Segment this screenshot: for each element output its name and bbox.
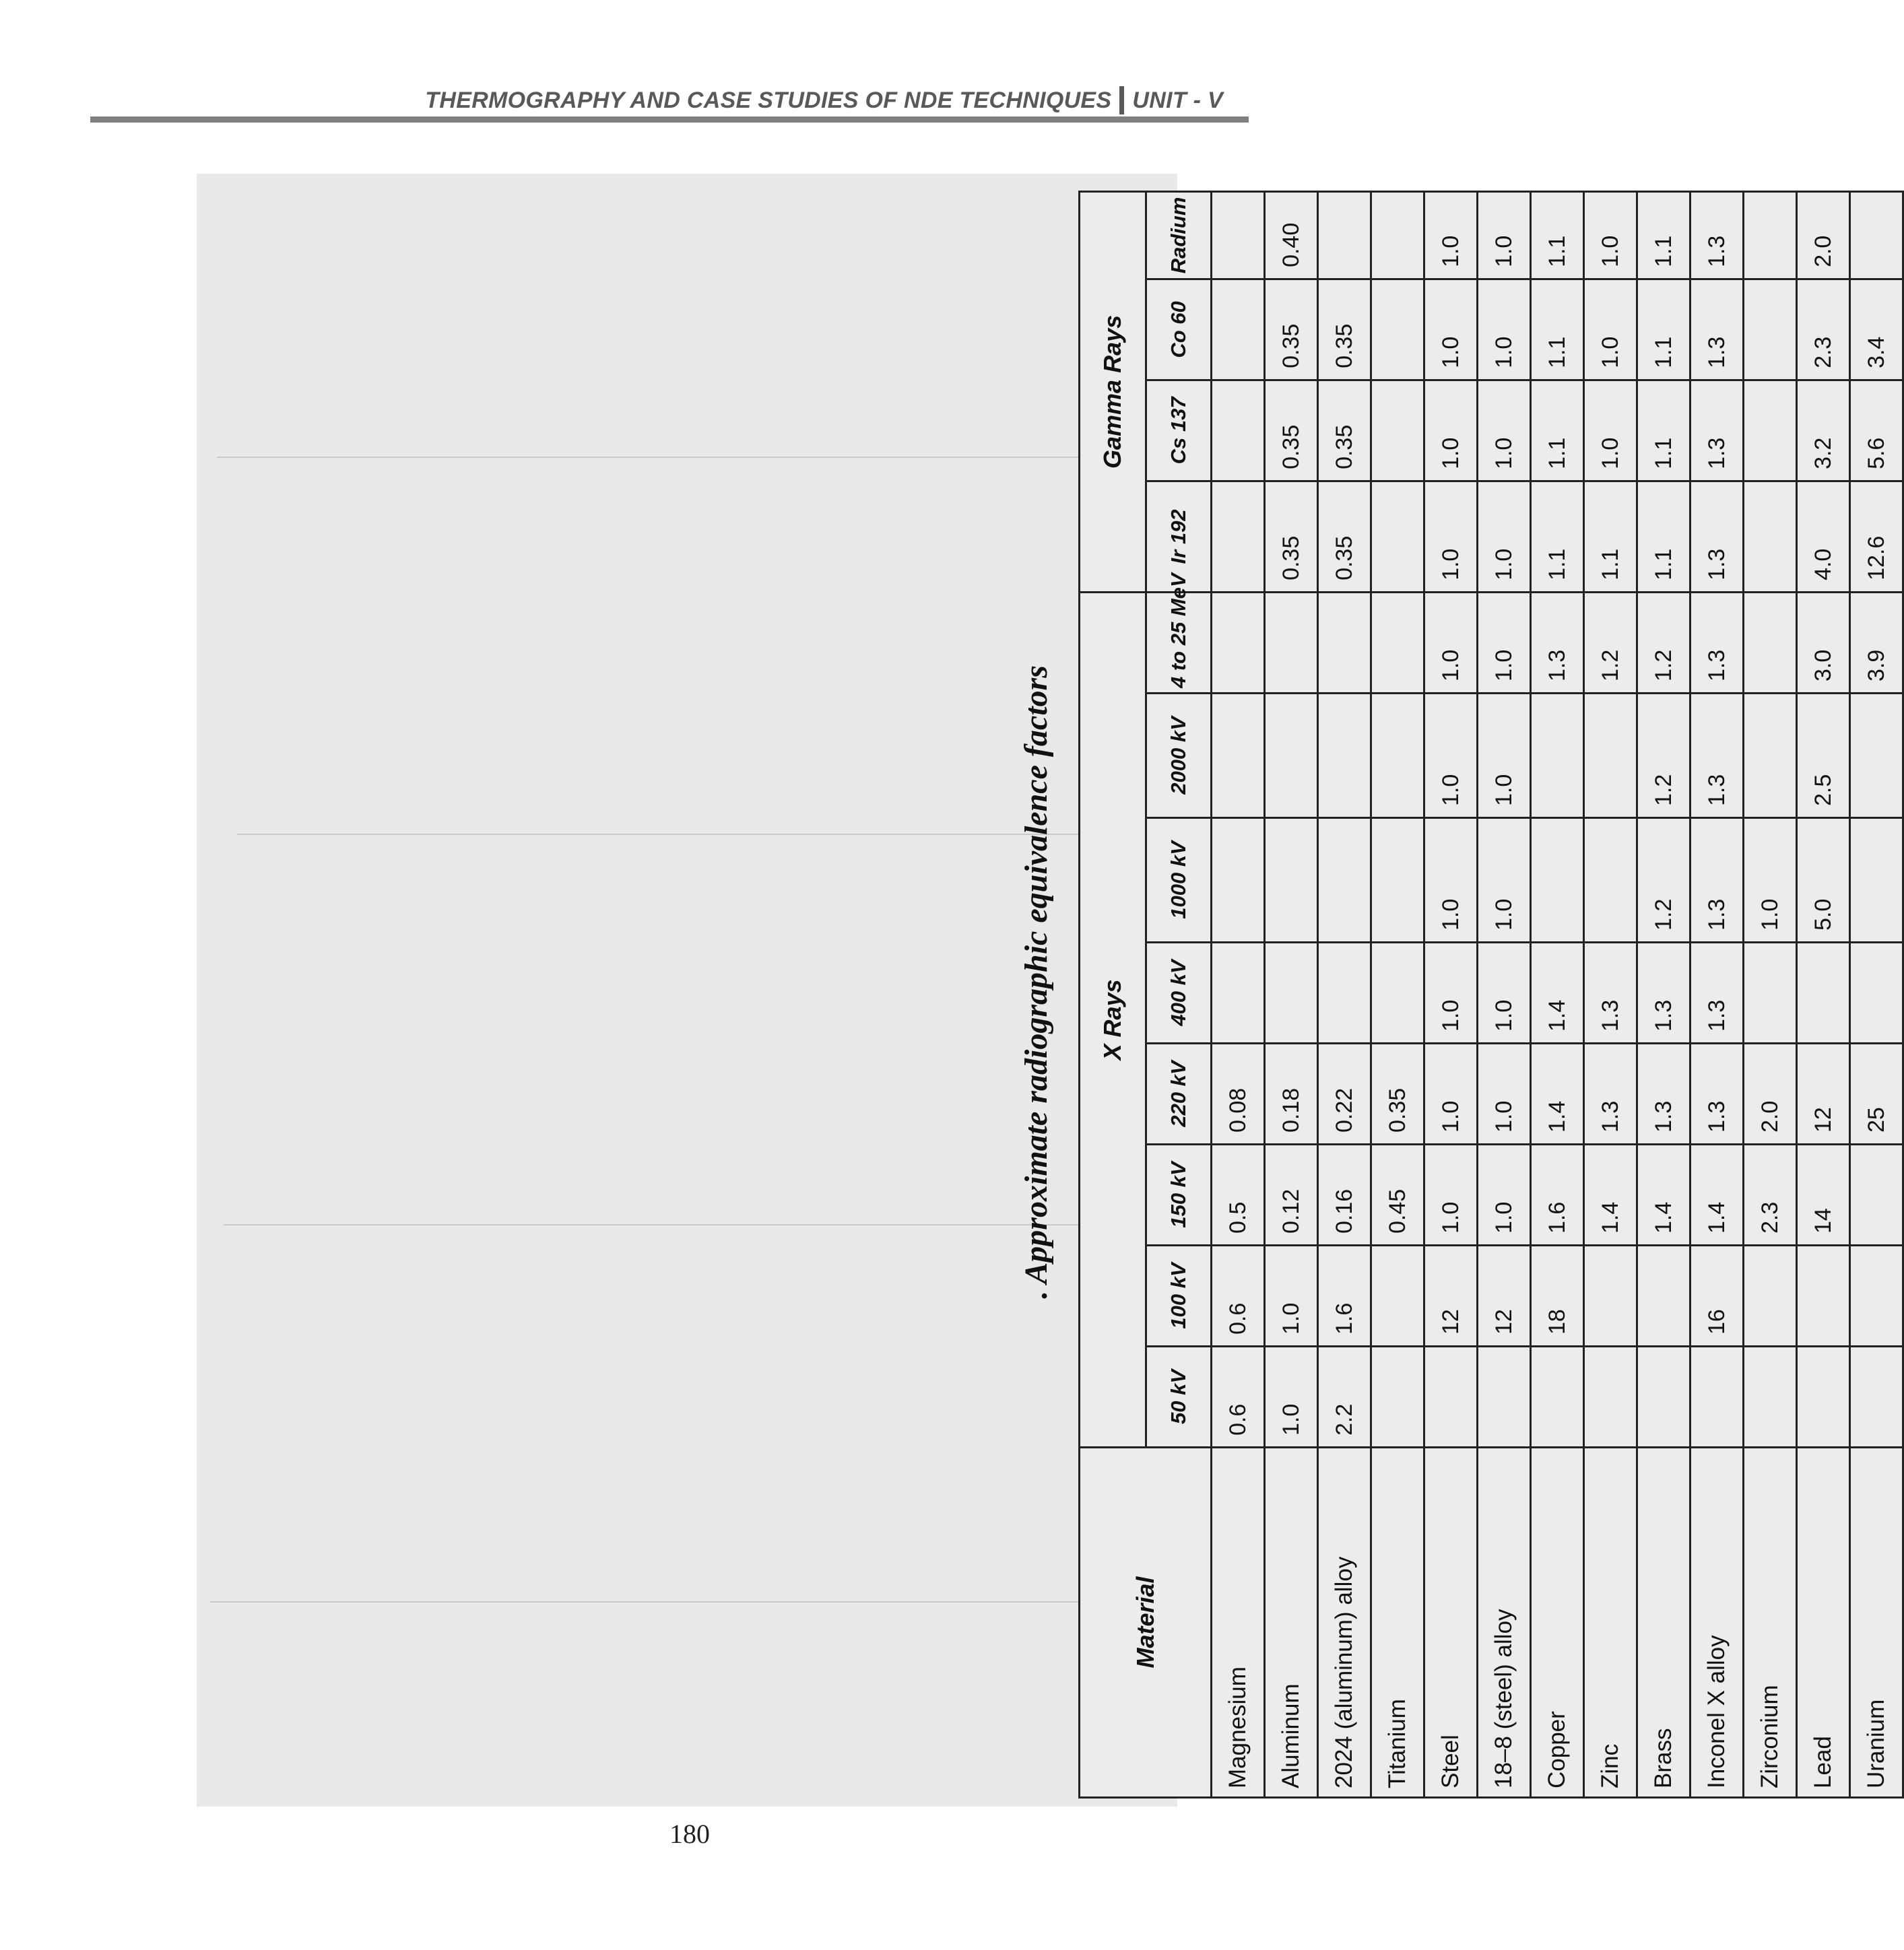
value-cell: 0.12 bbox=[1265, 1145, 1318, 1246]
value-cell bbox=[1265, 943, 1318, 1044]
value-cell: 0.6 bbox=[1212, 1246, 1265, 1347]
value-cell: 0.18 bbox=[1265, 1044, 1318, 1145]
value-cell: 1.3 bbox=[1690, 279, 1744, 380]
value-cell: 1.1 bbox=[1531, 191, 1584, 279]
value-cell bbox=[1744, 279, 1797, 380]
value-cell: 1.1 bbox=[1637, 481, 1690, 592]
column-header: Ir 192 bbox=[1146, 481, 1212, 592]
value-cell: 2.2 bbox=[1318, 1347, 1371, 1448]
value-cell bbox=[1371, 380, 1424, 481]
value-cell: 1.1 bbox=[1531, 380, 1584, 481]
value-cell: 1.0 bbox=[1478, 380, 1531, 481]
table-title: . Approximate radiographic equivalence factors bbox=[1018, 665, 1054, 1299]
value-cell bbox=[1371, 1347, 1424, 1448]
value-cell bbox=[1371, 191, 1424, 279]
value-cell bbox=[1531, 1347, 1584, 1448]
value-cell: 1.0 bbox=[1424, 818, 1478, 943]
value-cell bbox=[1744, 943, 1797, 1044]
column-header: 4 to 25 MeV bbox=[1146, 592, 1212, 693]
value-cell bbox=[1531, 818, 1584, 943]
value-cell: 1.0 bbox=[1584, 279, 1637, 380]
table-row bbox=[1637, 191, 1690, 1797]
value-cell: 1.2 bbox=[1584, 592, 1637, 693]
value-cell: 18 bbox=[1531, 1246, 1584, 1347]
bleed-through-line bbox=[237, 834, 1113, 835]
value-cell: 0.16 bbox=[1318, 1145, 1371, 1246]
table-row bbox=[1212, 191, 1265, 1797]
value-cell: 1.1 bbox=[1637, 380, 1690, 481]
bleed-through-line bbox=[217, 457, 1126, 458]
table-row bbox=[1850, 191, 1903, 1797]
value-cell bbox=[1424, 1347, 1478, 1448]
material-cell: Zinc bbox=[1584, 1448, 1637, 1798]
running-header bbox=[425, 86, 1223, 114]
value-cell bbox=[1584, 818, 1637, 943]
value-cell: 1.6 bbox=[1531, 1145, 1584, 1246]
value-cell: 0.35 bbox=[1265, 279, 1318, 380]
value-cell: 1.3 bbox=[1531, 592, 1584, 693]
value-cell bbox=[1212, 943, 1265, 1044]
material-header: Material bbox=[1080, 1448, 1212, 1798]
value-cell bbox=[1744, 380, 1797, 481]
column-header: 100 kV bbox=[1146, 1246, 1212, 1347]
value-cell: 0.5 bbox=[1212, 1145, 1265, 1246]
value-cell bbox=[1212, 818, 1265, 943]
value-cell: 0.45 bbox=[1371, 1145, 1424, 1246]
table-row bbox=[1265, 191, 1318, 1797]
value-cell bbox=[1371, 279, 1424, 380]
value-cell bbox=[1371, 818, 1424, 943]
column-header: Cs 137 bbox=[1146, 380, 1212, 481]
table-row bbox=[1371, 191, 1424, 1797]
column-header: 2000 kV bbox=[1146, 694, 1212, 818]
value-cell: 1.0 bbox=[1424, 592, 1478, 693]
value-cell: 1.1 bbox=[1531, 279, 1584, 380]
material-cell: Uranium bbox=[1850, 1448, 1903, 1798]
material-cell: Brass bbox=[1637, 1448, 1690, 1798]
xrays-group-header: X Rays bbox=[1080, 592, 1146, 1447]
rotated-table-block bbox=[994, 193, 1890, 1798]
value-cell bbox=[1850, 191, 1903, 279]
value-cell bbox=[1690, 1347, 1744, 1448]
value-cell: 0.35 bbox=[1318, 481, 1371, 592]
value-cell bbox=[1850, 1145, 1903, 1246]
value-cell: 3.9 bbox=[1850, 592, 1903, 693]
value-cell: 1.0 bbox=[1424, 191, 1478, 279]
value-cell: 3.0 bbox=[1797, 592, 1850, 693]
value-cell: 1.3 bbox=[1690, 481, 1744, 592]
value-cell bbox=[1797, 1246, 1850, 1347]
value-cell bbox=[1371, 694, 1424, 818]
value-cell bbox=[1797, 943, 1850, 1044]
value-cell bbox=[1265, 694, 1318, 818]
value-cell: 1.6 bbox=[1318, 1246, 1371, 1347]
value-cell bbox=[1318, 191, 1371, 279]
table-row bbox=[1690, 191, 1744, 1797]
value-cell: 1.3 bbox=[1690, 694, 1744, 818]
value-cell bbox=[1371, 592, 1424, 693]
value-cell bbox=[1318, 592, 1371, 693]
value-cell bbox=[1744, 191, 1797, 279]
value-cell: 1.0 bbox=[1478, 1044, 1531, 1145]
column-header: 150 kV bbox=[1146, 1145, 1212, 1246]
value-cell bbox=[1212, 380, 1265, 481]
value-cell: 1.3 bbox=[1584, 943, 1637, 1044]
value-cell: 16 bbox=[1690, 1246, 1744, 1347]
value-cell: 1.3 bbox=[1690, 1044, 1744, 1145]
value-cell bbox=[1371, 943, 1424, 1044]
value-cell: 2.0 bbox=[1797, 191, 1850, 279]
header-rule bbox=[90, 116, 1249, 123]
value-cell bbox=[1212, 481, 1265, 592]
value-cell: 0.35 bbox=[1265, 380, 1318, 481]
gamma-group-header: Gamma Rays bbox=[1080, 191, 1146, 592]
value-cell: 1.3 bbox=[1690, 943, 1744, 1044]
value-cell: 1.0 bbox=[1424, 481, 1478, 592]
value-cell bbox=[1531, 694, 1584, 818]
column-header: 400 kV bbox=[1146, 943, 1212, 1044]
value-cell: 1.4 bbox=[1531, 943, 1584, 1044]
value-cell: 2.5 bbox=[1797, 694, 1850, 818]
value-cell: 2.0 bbox=[1744, 1044, 1797, 1145]
value-cell bbox=[1850, 1246, 1903, 1347]
value-cell bbox=[1637, 1246, 1690, 1347]
table-row bbox=[1318, 191, 1371, 1797]
value-cell: 1.0 bbox=[1478, 694, 1531, 818]
value-cell: 1.1 bbox=[1584, 481, 1637, 592]
table-body bbox=[1212, 191, 1903, 1797]
bleed-through-line bbox=[224, 1224, 1126, 1225]
value-cell bbox=[1212, 191, 1265, 279]
column-header: Radium bbox=[1146, 191, 1212, 279]
table-row bbox=[1744, 191, 1797, 1797]
value-cell: 0.08 bbox=[1212, 1044, 1265, 1145]
value-cell: 4.0 bbox=[1797, 481, 1850, 592]
value-cell: 0.35 bbox=[1265, 481, 1318, 592]
value-cell: 1.1 bbox=[1637, 191, 1690, 279]
material-cell: Inconel X alloy bbox=[1690, 1448, 1744, 1798]
value-cell: 1.2 bbox=[1637, 818, 1690, 943]
value-cell: 1.0 bbox=[1584, 380, 1637, 481]
material-cell: Magnesium bbox=[1212, 1448, 1265, 1798]
table-row bbox=[1584, 191, 1637, 1797]
column-header: 220 kV bbox=[1146, 1044, 1212, 1145]
value-cell: 1.1 bbox=[1637, 279, 1690, 380]
value-cell: 12.6 bbox=[1850, 481, 1903, 592]
value-cell: 1.0 bbox=[1584, 191, 1637, 279]
value-cell: 1.0 bbox=[1478, 943, 1531, 1044]
value-cell: 1.3 bbox=[1690, 818, 1744, 943]
value-cell bbox=[1637, 1347, 1690, 1448]
value-cell: 1.0 bbox=[1478, 1145, 1531, 1246]
value-cell: 1.0 bbox=[1424, 380, 1478, 481]
value-cell bbox=[1850, 1347, 1903, 1448]
table-row bbox=[1478, 191, 1531, 1797]
value-cell bbox=[1584, 694, 1637, 818]
value-cell: 1.4 bbox=[1637, 1145, 1690, 1246]
value-cell: 1.3 bbox=[1584, 1044, 1637, 1145]
value-cell: 1.4 bbox=[1584, 1145, 1637, 1246]
value-cell: 0.22 bbox=[1318, 1044, 1371, 1145]
column-header: 1000 kV bbox=[1146, 818, 1212, 943]
value-cell: 1.0 bbox=[1478, 818, 1531, 943]
column-header: 50 kV bbox=[1146, 1347, 1212, 1448]
value-cell bbox=[1265, 818, 1318, 943]
value-cell bbox=[1318, 694, 1371, 818]
value-cell bbox=[1850, 818, 1903, 943]
value-cell bbox=[1584, 1246, 1637, 1347]
value-cell bbox=[1212, 592, 1265, 693]
running-header-unit: UNIT - V bbox=[1132, 87, 1223, 113]
value-cell: 1.3 bbox=[1637, 1044, 1690, 1145]
value-cell: 1.0 bbox=[1744, 818, 1797, 943]
table-row bbox=[1531, 191, 1584, 1797]
value-cell: 1.3 bbox=[1637, 943, 1690, 1044]
value-cell bbox=[1212, 694, 1265, 818]
material-cell: Aluminum bbox=[1265, 1448, 1318, 1798]
table-row bbox=[1424, 191, 1478, 1797]
value-cell bbox=[1265, 592, 1318, 693]
equivalence-factors-table bbox=[1078, 191, 1904, 1798]
value-cell: 1.0 bbox=[1478, 592, 1531, 693]
page-number: 180 bbox=[669, 1819, 710, 1849]
value-cell: 0.40 bbox=[1265, 191, 1318, 279]
value-cell: 1.2 bbox=[1637, 592, 1690, 693]
value-cell: 0.35 bbox=[1371, 1044, 1424, 1145]
value-cell: 0.35 bbox=[1318, 279, 1371, 380]
value-cell bbox=[1744, 1246, 1797, 1347]
value-cell: 1.4 bbox=[1690, 1145, 1744, 1246]
value-cell bbox=[1744, 481, 1797, 592]
material-cell: 18–8 (steel) alloy bbox=[1478, 1448, 1531, 1798]
value-cell: 1.0 bbox=[1424, 279, 1478, 380]
value-cell: 1.3 bbox=[1690, 380, 1744, 481]
value-cell: 1.4 bbox=[1531, 1044, 1584, 1145]
value-cell: 0.35 bbox=[1318, 380, 1371, 481]
value-cell: 1.3 bbox=[1690, 592, 1744, 693]
value-cell: 2.3 bbox=[1797, 279, 1850, 380]
value-cell: 12 bbox=[1797, 1044, 1850, 1145]
running-header-title: THERMOGRAPHY AND CASE STUDIES OF NDE TECHNIQUES bbox=[425, 87, 1112, 113]
material-cell: Lead bbox=[1797, 1448, 1850, 1798]
value-cell: 12 bbox=[1478, 1246, 1531, 1347]
value-cell: 1.0 bbox=[1265, 1347, 1318, 1448]
value-cell: 25 bbox=[1850, 1044, 1903, 1145]
value-cell: 2.3 bbox=[1744, 1145, 1797, 1246]
value-cell bbox=[1318, 943, 1371, 1044]
value-cell: 1.0 bbox=[1424, 1044, 1478, 1145]
value-cell: 5.6 bbox=[1850, 380, 1903, 481]
value-cell: 1.0 bbox=[1424, 943, 1478, 1044]
value-cell: 3.4 bbox=[1850, 279, 1903, 380]
material-cell: 2024 (aluminum) alloy bbox=[1318, 1448, 1371, 1798]
value-cell bbox=[1797, 1347, 1850, 1448]
value-cell: 1.2 bbox=[1637, 694, 1690, 818]
value-cell bbox=[1744, 1347, 1797, 1448]
value-cell bbox=[1371, 481, 1424, 592]
value-cell bbox=[1371, 1246, 1424, 1347]
value-cell bbox=[1212, 279, 1265, 380]
value-cell: 0.6 bbox=[1212, 1347, 1265, 1448]
value-cell bbox=[1478, 1347, 1531, 1448]
value-cell bbox=[1318, 818, 1371, 943]
value-cell bbox=[1850, 943, 1903, 1044]
value-cell: 5.0 bbox=[1797, 818, 1850, 943]
header-separator bbox=[1119, 86, 1124, 114]
column-header: Co 60 bbox=[1146, 279, 1212, 380]
material-cell: Steel bbox=[1424, 1448, 1478, 1798]
table-row bbox=[1797, 191, 1850, 1797]
value-cell: 1.0 bbox=[1478, 279, 1531, 380]
value-cell: 1.1 bbox=[1531, 481, 1584, 592]
value-cell: 1.0 bbox=[1424, 694, 1478, 818]
value-cell: 1.0 bbox=[1478, 481, 1531, 592]
material-cell: Titanium bbox=[1371, 1448, 1424, 1798]
value-cell: 3.2 bbox=[1797, 380, 1850, 481]
value-cell: 1.0 bbox=[1478, 191, 1531, 279]
value-cell: 1.0 bbox=[1424, 1145, 1478, 1246]
value-cell bbox=[1850, 694, 1903, 818]
value-cell: 1.3 bbox=[1690, 191, 1744, 279]
value-cell bbox=[1744, 694, 1797, 818]
value-cell bbox=[1744, 592, 1797, 693]
value-cell: 1.0 bbox=[1265, 1246, 1318, 1347]
header-group-row bbox=[1080, 191, 1146, 1797]
material-cell: Zirconium bbox=[1744, 1448, 1797, 1798]
value-cell: 12 bbox=[1424, 1246, 1478, 1347]
value-cell: 14 bbox=[1797, 1145, 1850, 1246]
value-cell bbox=[1584, 1347, 1637, 1448]
material-cell: Copper bbox=[1531, 1448, 1584, 1798]
